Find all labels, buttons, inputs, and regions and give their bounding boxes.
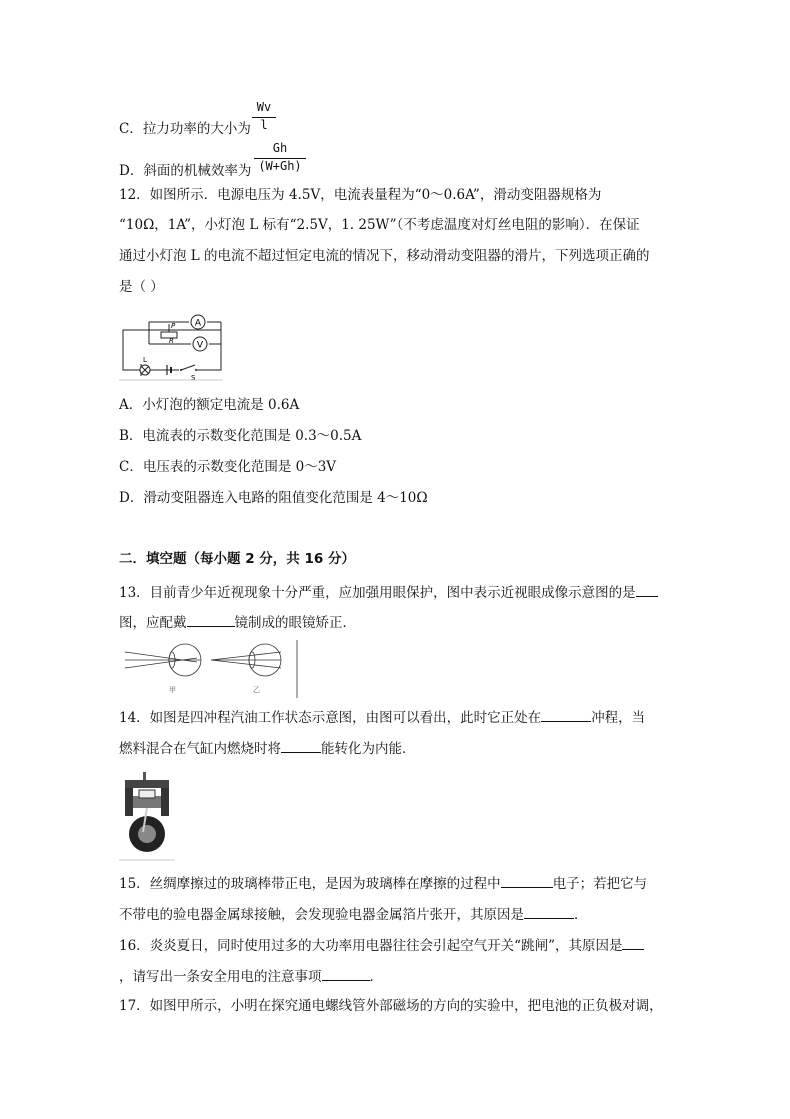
q12-stem-line1: 12．如图所示．电源电压为 4.5V，电流表量程为“0～0.6A”，滑动变阻器规格为 xyxy=(119,187,602,203)
voltmeter-label: V xyxy=(196,340,204,351)
q11-option-d: D．斜面的机械效率为 xyxy=(119,163,252,179)
q14-line2 xyxy=(119,738,416,758)
q13-text: 13．目前青少年近视现象十分严重，应加强用眼保护，图中表示近视眼成像示意图的是 xyxy=(119,585,636,601)
answer-blank xyxy=(281,738,321,753)
circuit-diagram xyxy=(119,312,229,382)
q13-text: 图，应配戴 xyxy=(119,615,187,631)
q14-text: 能转化为内能． xyxy=(321,741,416,757)
q13-text: 镜制成的眼镜矫正． xyxy=(234,615,356,631)
fig-label-left: 甲 xyxy=(169,686,176,694)
q11-option-c: C．拉力功率的大小为 xyxy=(119,121,251,137)
q12-stem-line3: 通过小灯泡 L 的电流不超过恒定电流的情况下，移动滑动变阻器的滑片，下列选项正确的 xyxy=(119,248,650,264)
answer-blank xyxy=(636,582,658,597)
q16-text: ，请写出一条安全用电的注意事项 xyxy=(119,969,322,985)
rheostat-label: R xyxy=(169,337,174,345)
answer-blank xyxy=(524,904,574,919)
q13-line1 xyxy=(119,582,658,602)
lamp-label: L xyxy=(143,356,147,364)
answer-blank xyxy=(187,612,235,627)
q17-line1: 17．如图甲所示，小明在探究通电螺线管外部磁场的方向的实验中，把电池的正负极对调， xyxy=(119,998,663,1014)
switch-label: S xyxy=(191,374,196,382)
q12-option-a: A．小灯泡的额定电流是 0.6A xyxy=(119,397,300,413)
q15-text: 15．丝绸摩擦过的玻璃棒带正电，是因为玻璃棒在摩擦的过程中 xyxy=(119,876,501,892)
section-title: 二．填空题（每小题 2 分，共 16 分） xyxy=(119,551,355,567)
eye-diagram xyxy=(125,640,300,700)
q16-line2 xyxy=(119,966,383,986)
q15-text: 电子；若把它与 xyxy=(552,876,648,892)
engine-diagram xyxy=(119,772,177,862)
q11-d-numerator: Gh xyxy=(272,141,288,155)
q15-line1 xyxy=(119,873,647,893)
q14-text: 14．如图是四冲程汽油工作状态示意图，由图可以看出，此时它正处在 xyxy=(119,710,542,726)
answer-blank xyxy=(622,935,644,950)
answer-blank xyxy=(501,873,553,888)
q14-text: 冲程，当 xyxy=(591,710,646,726)
q11-d-denominator: (W+Gh) xyxy=(258,159,302,173)
q12-stem-line4: 是（ ） xyxy=(119,279,164,295)
q11-c-numerator: Wv xyxy=(256,100,272,114)
q15-line2 xyxy=(119,904,588,924)
q14-line1 xyxy=(119,707,645,727)
q16-text: 16．炎炎夏日，同时使用过多的大功率用电器往往会引起空气开关“跳闸”，其原因是 xyxy=(119,938,623,954)
q16-line1 xyxy=(119,935,644,955)
slider-label: P xyxy=(171,322,176,330)
ammeter-label: A xyxy=(194,318,202,329)
q15-text: ． xyxy=(574,907,588,923)
q12-option-b: B．电流表的示数变化范围是 0.3～0.5A xyxy=(119,428,362,444)
answer-blank xyxy=(322,966,370,981)
q12-option-d: D．滑动变阻器连入电路的阻值变化范围是 4～10Ω xyxy=(119,490,428,506)
q14-text: 燃料混合在气缸内燃烧时将 xyxy=(119,741,281,757)
answer-blank xyxy=(541,707,591,722)
fig-label-right: 乙 xyxy=(253,686,260,694)
q11-c-denominator: l xyxy=(260,118,268,132)
q15-text: 不带电的验电器金属球接触，会发现验电器金属箔片张开，其原因是 xyxy=(119,907,524,923)
q13-line2 xyxy=(119,612,356,632)
q16-text: ． xyxy=(369,969,383,985)
q12-option-c: C．电压表的示数变化范围是 0～3V xyxy=(119,459,337,475)
q12-stem-line2: “10Ω，1A”，小灯泡 L 标有“2.5V，1. 25W”（不考虑温度对灯丝电阻的影响）．在保证 xyxy=(119,217,640,233)
